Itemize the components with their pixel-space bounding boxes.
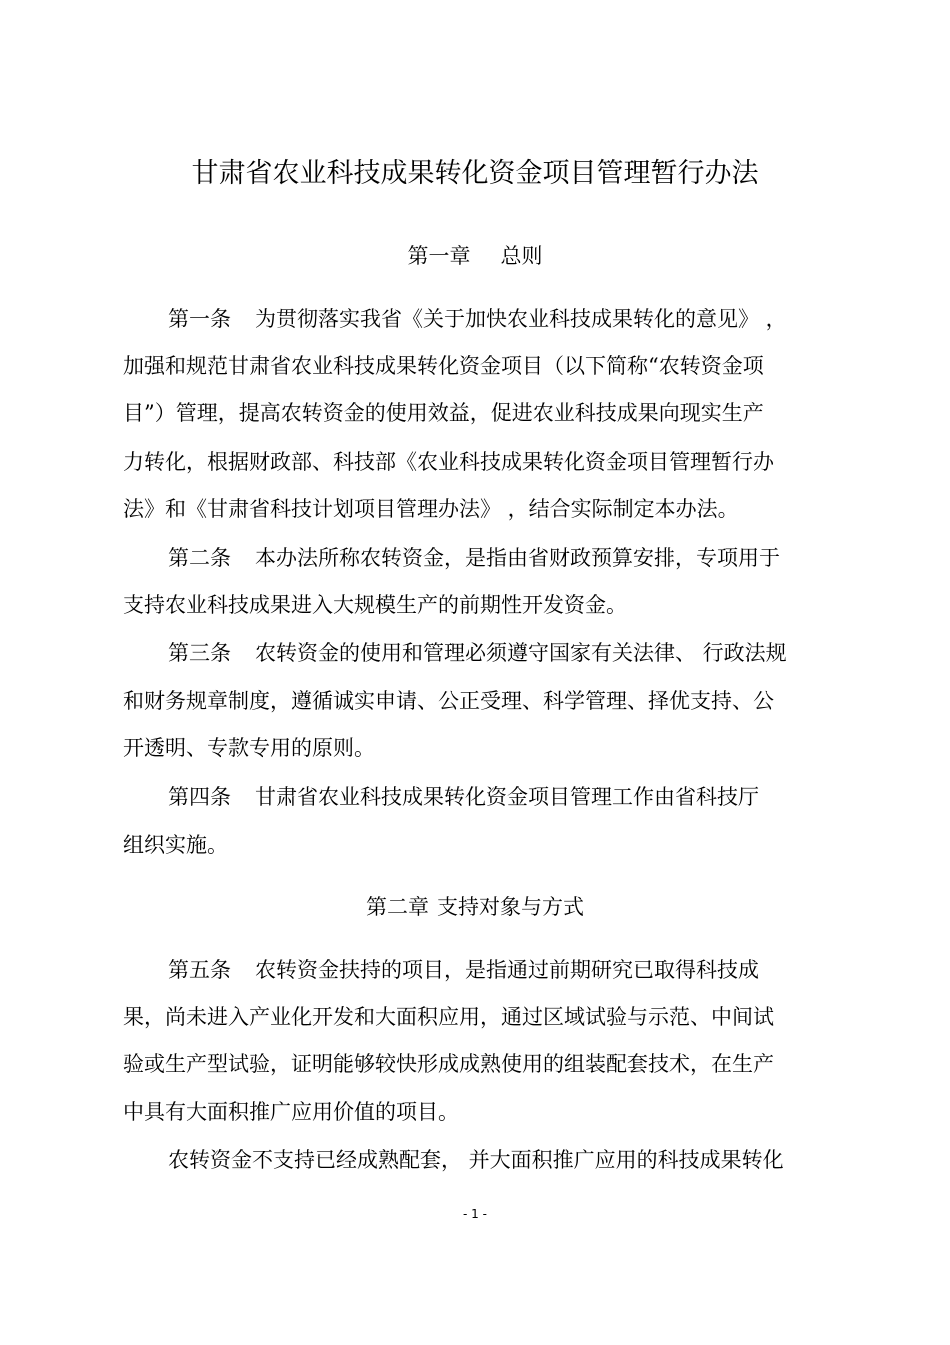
chapter-heading-1 xyxy=(0,241,950,271)
article-label: 第三条 xyxy=(168,641,231,665)
article-text: 农转资金扶持的项目，是指通过前期研究已取得科技成 xyxy=(255,958,759,982)
article-3-line-3: 开透明、专款专用的原则。 xyxy=(123,736,375,760)
article-1-line-1 xyxy=(168,304,888,334)
chapter-number: 第二章 xyxy=(366,895,429,919)
article-1-line-4: 力转化，根据财政部、科技部《农业科技成果转化资金项目管理暂行办 xyxy=(123,450,774,474)
article-3-line-2: 和财务规章制度，遵循诚实申请、公正受理、科学管理、择优支持、公 xyxy=(123,689,774,713)
chapter-number: 第一章 xyxy=(407,244,471,268)
article-label: 第一条 xyxy=(168,307,231,331)
article-4-line-2: 组织实施。 xyxy=(123,833,228,857)
chapter-name: 支持对象与方式 xyxy=(437,895,584,919)
article-label: 第五条 xyxy=(168,958,231,982)
article-5-line-4: 中具有大面积推广应用价值的项目。 xyxy=(123,1100,459,1124)
article-1-line-3: 目”）管理，提高农转资金的使用效益，促进农业科技成果向现实生产 xyxy=(123,401,764,425)
article-5-line-1 xyxy=(168,955,888,985)
page-number: - 1 - xyxy=(463,1207,487,1221)
article-1-line-2: 加强和规范甘肃省农业科技成果转化资金项目（以下简称“农转资金项 xyxy=(123,354,764,378)
article-label: 第四条 xyxy=(168,785,231,809)
chapter-name: 总则 xyxy=(500,244,543,268)
article-2-line-2: 支持农业科技成果进入大规模生产的前期性开发资金。 xyxy=(123,593,627,617)
article-4-line-1 xyxy=(168,782,888,812)
paragraph-last-line: 农转资金不支持已经成熟配套， 并大面积推广应用的科技成果转化 xyxy=(168,1148,784,1172)
article-text: 农转资金的使用和管理必须遵守国家有关法律、 行政法规 xyxy=(255,641,787,665)
article-text: 本办法所称农转资金，是指由省财政预算安排，专项用于 xyxy=(255,546,780,570)
article-text: 甘肃省农业科技成果转化资金项目管理工作由省科技厅 xyxy=(255,785,759,809)
article-5-line-3: 验或生产型试验，证明能够较快形成成熟使用的组装配套技术，在生产 xyxy=(123,1052,774,1076)
article-label: 第二条 xyxy=(168,546,231,570)
article-text: 为贯彻落实我省《关于加快农业科技成果转化的意见》 ， xyxy=(255,307,787,331)
article-3-line-1 xyxy=(168,638,888,668)
document-title: 甘肃省农业科技成果转化资金项目管理暂行办法 xyxy=(191,158,759,189)
chapter-heading-2 xyxy=(0,892,950,922)
article-1-line-5: 法》和《甘肃省科技计划项目管理办法》 ，结合实际制定本办法。 xyxy=(123,497,739,521)
article-5-line-2: 果，尚未进入产业化开发和大面积应用，通过区域试验与示范、中间试 xyxy=(123,1005,774,1029)
article-2-line-1 xyxy=(168,543,888,573)
